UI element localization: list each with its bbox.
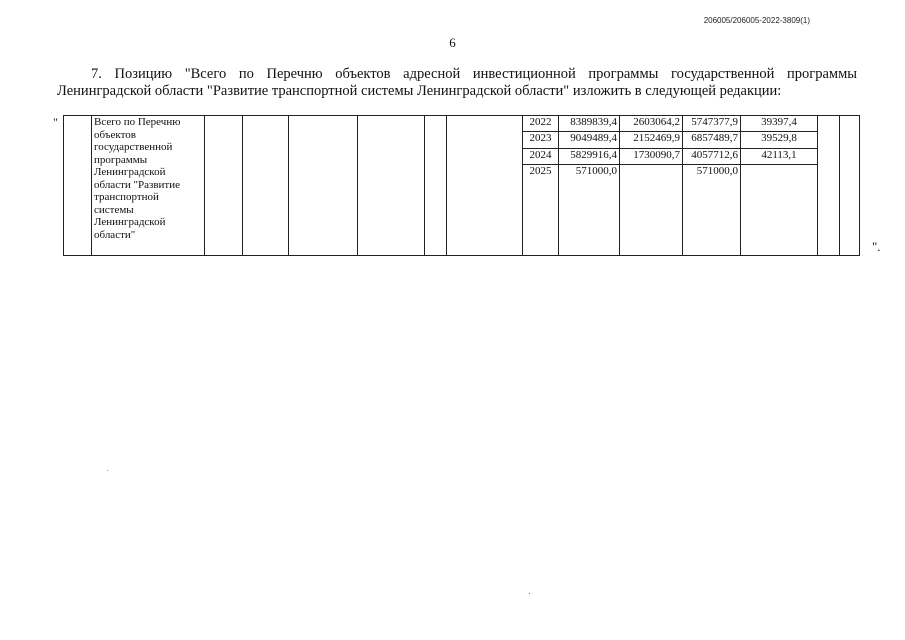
local-cell: 39529,8 [741,132,818,148]
scan-speck [529,593,530,594]
empty-cell [243,116,289,256]
year-cell: 2022 [523,116,559,132]
local-cell [741,165,818,256]
amendment-paragraph [57,66,857,100]
year-cell: 2025 [523,165,559,256]
program-totals-table [63,115,860,256]
total-cell: 9049489,4 [559,132,620,148]
empty-cell [358,116,425,256]
year-cell: 2023 [523,132,559,148]
empty-cell [289,116,358,256]
empty-cell [205,116,243,256]
paragraph-text: Позицию "Всего по Перечню объектов адресной инвестиционной программы государственной программы Ленинградской области "Развитие транспортной системы Ленинградской области" изложить в следующей редакции: [57,66,857,99]
total-cell: 571000,0 [559,165,620,256]
federal-cell [620,165,683,256]
total-cell: 5829916,4 [559,148,620,164]
scan-speck [107,470,108,471]
empty-cell [840,116,860,256]
regional-cell: 4057712,6 [683,148,741,164]
federal-cell: 2152469,9 [620,132,683,148]
table-row [64,116,860,132]
total-cell: 8389839,4 [559,116,620,132]
regional-cell: 5747377,9 [683,116,741,132]
empty-cell [818,116,840,256]
empty-cell [425,116,447,256]
page-number: 6 [449,35,456,50]
opening-quote: " [53,115,58,129]
local-cell: 39397,4 [741,116,818,132]
empty-cell [64,116,92,256]
regional-cell: 6857489,7 [683,132,741,148]
empty-cell [447,116,523,256]
regional-cell: 571000,0 [683,165,741,256]
paragraph-number: 7. [91,66,102,82]
document-id: 206005/206005-2022-3809(1) [703,16,810,25]
position-description: Всего по Перечню объектов государственной программы Ленинградской области "Развитие транспортной системы Ленинградской области" [92,116,205,256]
closing-quote: ". [872,239,881,254]
local-cell: 42113,1 [741,148,818,164]
federal-cell: 2603064,2 [620,116,683,132]
federal-cell: 1730090,7 [620,148,683,164]
year-cell: 2024 [523,148,559,164]
